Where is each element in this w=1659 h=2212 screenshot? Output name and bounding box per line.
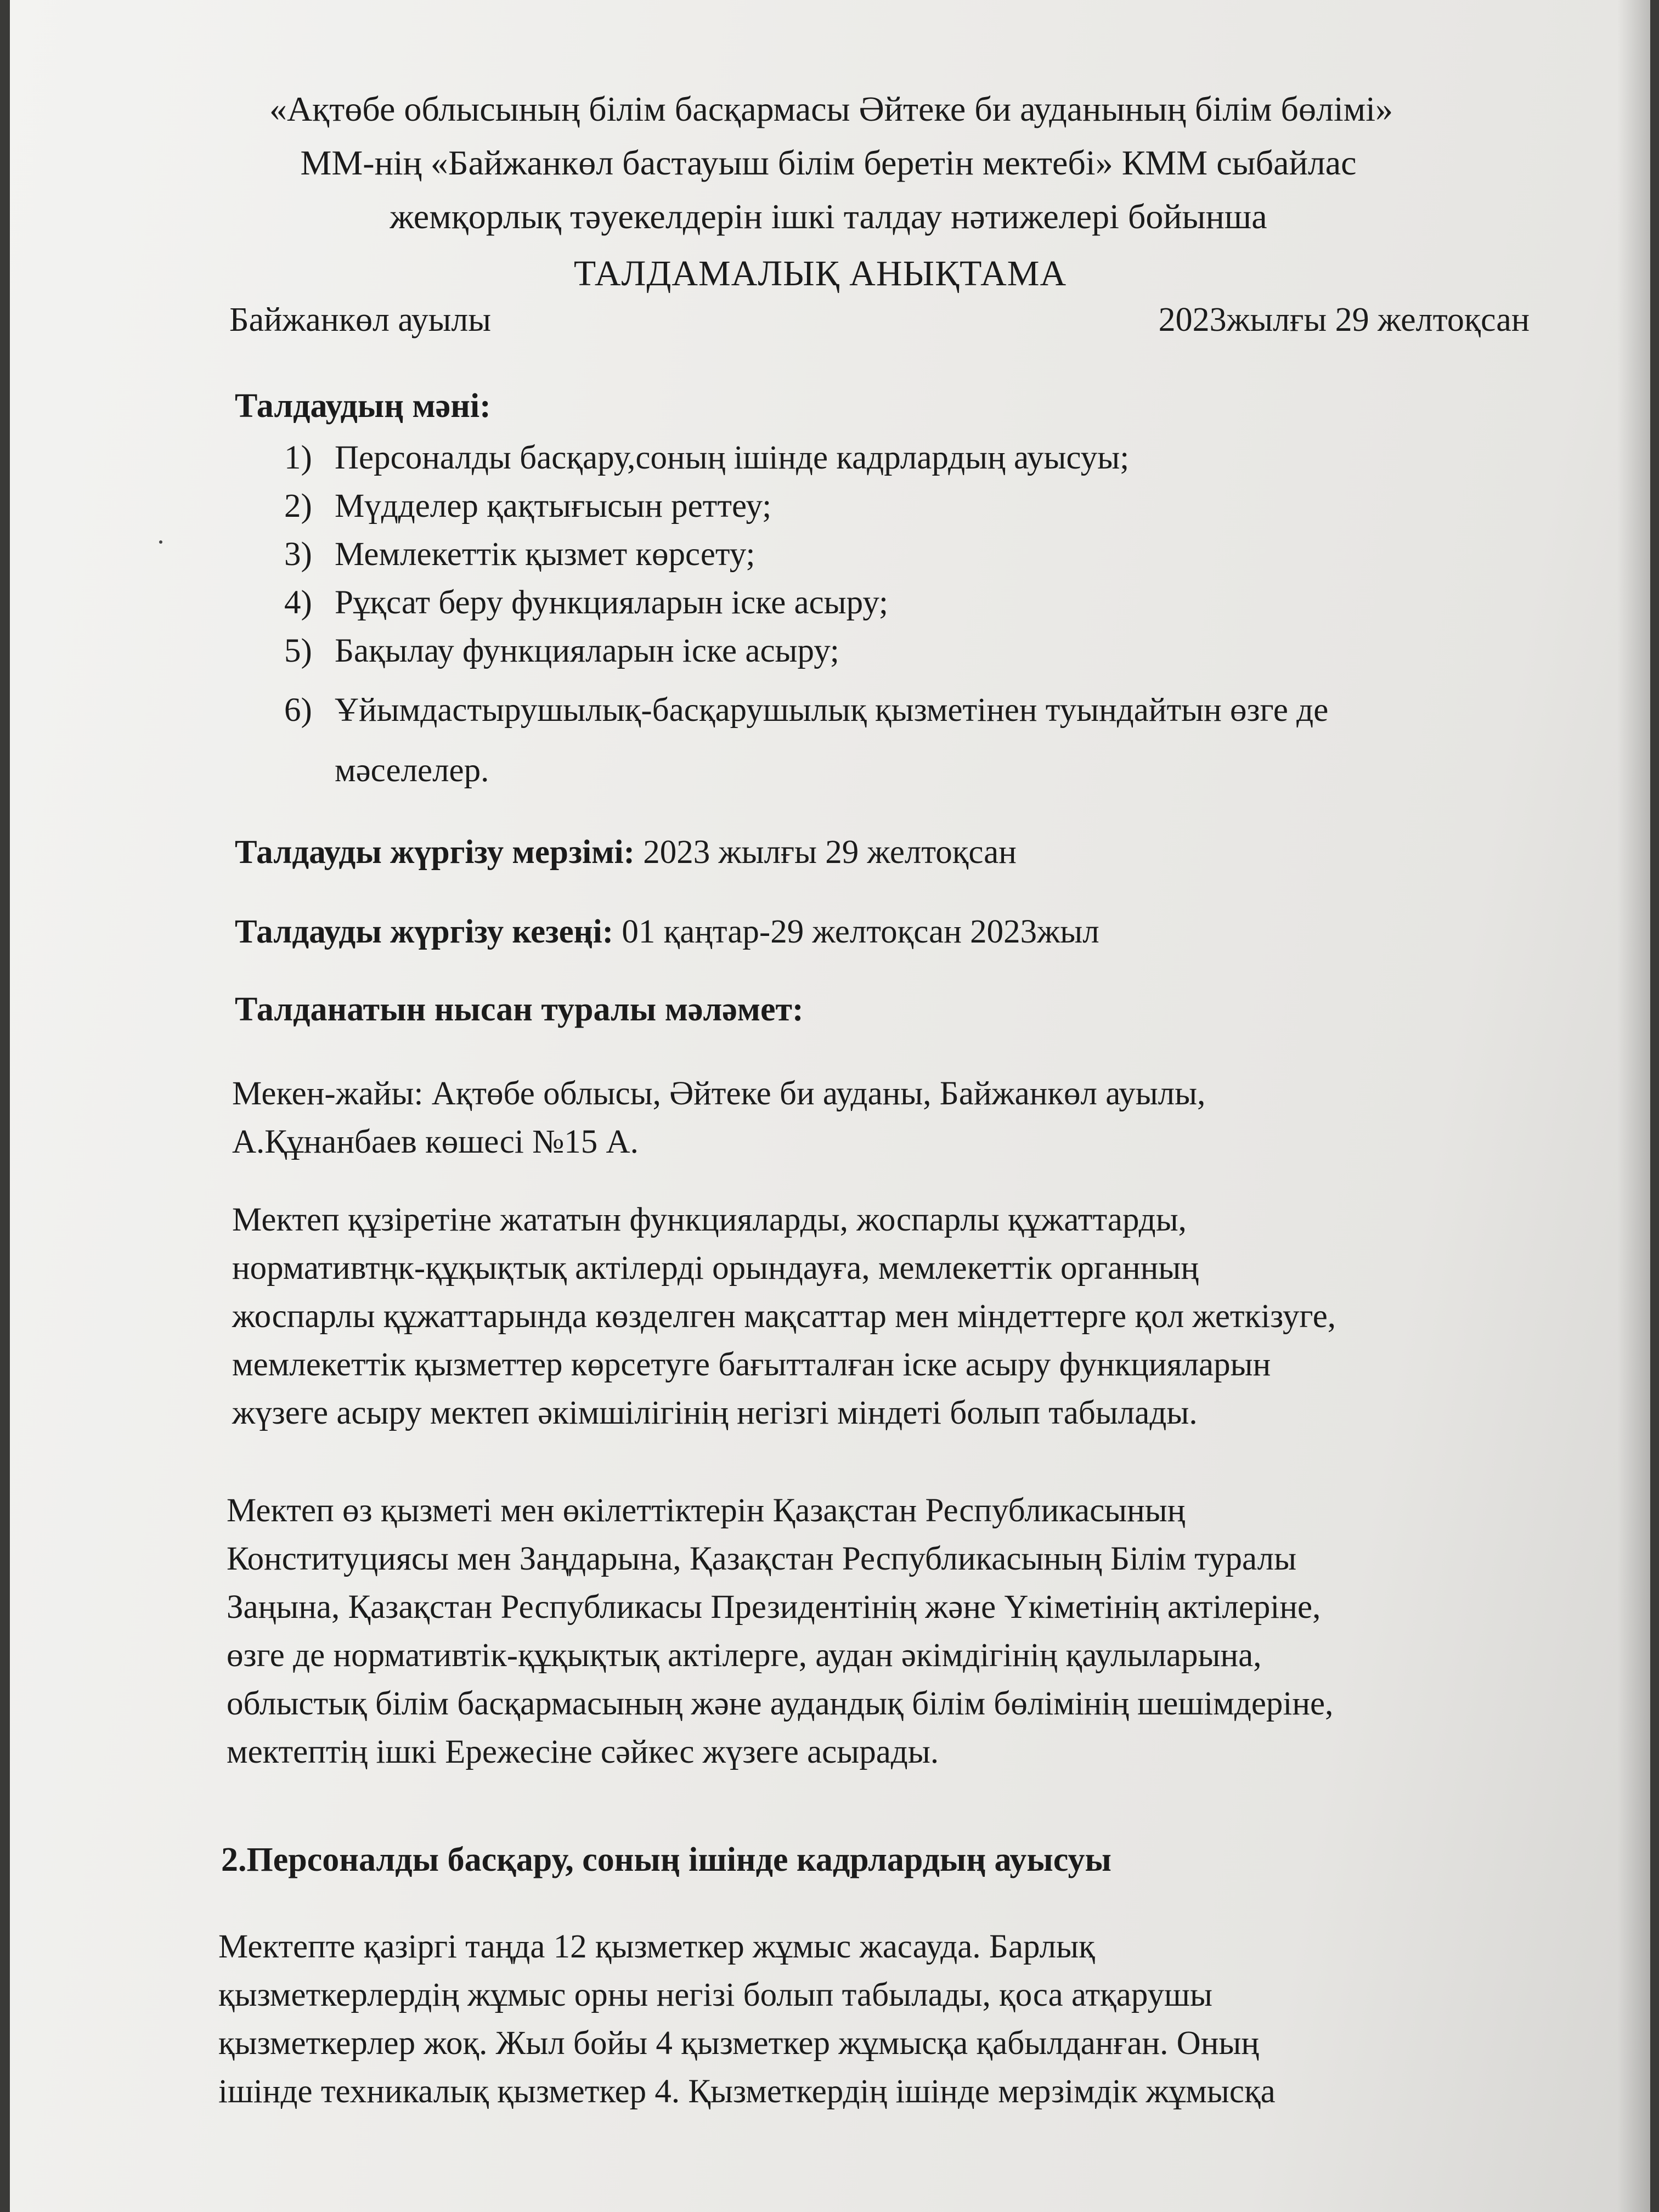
staff-paragraph: Мектепте қазіргі таңда 12 қызметкер жұмыс жасауда. Барлық қызметкерлердің жұмыс орны негізі болып табылады, қоса атқарушы қызметкерлер жоқ. Жыл бойы 4 қызметкер жұмысқа қабылданған. Оның ішінде техникалық қызметкер 4. Қызметкердің ішінде мерзімдік жұмысқа [218,1928,1276,2110]
term-label: Талдауды жүргізу мерзімі: [235,834,635,871]
period-value: 01 қаңтар-29 желтоқсан 2023жыл [613,913,1099,950]
header-line-3: жемқорлық тәуекелдерін ішкі талдау нәтижелері бойынша [390,197,1267,236]
document-page: «Ақтөбе облысының білім басқармасы Әйтеке би ауданының білім бөлімі» ММ-нің «Байжанкөл бастауыш білім беретін мектебі» КММ сыбайлас жемқорлық тәуекелдерін ішкі талдау нәтижелері бойынша ТАЛДАМАЛЫҚ АНЫҚТАМА Байжанкөл ауылы 2023жылғы 29 желтоқсан Талдаудың мәні: 1) Персоналды басқару,соның ішінде кадрлардың ауысуы; 2) Мүдделер қақтығысын реттеу; 3) Мемлекеттік қызмет көрсету; 4) Рұқсат беру функцияларын іске асыру; 5) Бақылау функцияларын іске асыру; 6) Ұйымдастырушылық-басқарушылық қызметінен туындайтын өзге де мәселелер. Талдауды жүргізу мерзімі: 2023 жылғы 29 желтоқсан Талдауды жүргізу кезеңі: 01 қаңтар-29 желтоқсан 2023жыл Талданатын нысан туралы мәләмет: Мекен-жайы: Ақтөбе облысы, Әйтеке би ауданы, Байжанкөл ауылы, А.Құнанбаев көшесі №15 А. Мектеп құзіретіне жататын функцияларды, жоспарлы құжаттарды, нормативтңк-құқықтық актілерді орындауға, мемлекеттік органның жоспарлы құжаттарында көзделген мақсаттар мен міндеттерге қол жеткізуге, мемлекеттік қызметтер көрсетуге бағытталған іске асыру функцияларын жүзеге асыру мектеп әкімшілігінің негізгі міндеті болып табылады. Мектеп өз қызметі мен өкілеттіктерін Қазақстан Республикасының Конституциясы мен Заңдарына, Қазақстан Республикасының Білім туралы Заңына, Қазақстан Республикасы Президентінің және Үкіметінің актілеріне, өзге де нормативтік-құқықтық актілерге, аудан әкімдігінің қаулыларына, облыстық білім басқармасының және аудандық білім бөлімінің шешімдеріне, мектептің ішкі Ережесіне сәйкес жүзеге асырады. 2.Персоналды басқару, соның ішінде кадрлардың ауысуы Мектепте қазіргі таңда 12 қызметкер жұмыс жасауда. Барлық қызметкерлердің жұмыс орны негізі болып табылады, қоса атқарушы қызметкерлер жоқ. Жыл бойы 4 қызметкер жұмысқа қабылданған. Оның ішінде техникалық қызметкер 4. Қызметкердің ішінде мерзімдік жұмысқа [10,0,1650,2212]
page-edge-shadow [1617,0,1650,2212]
section-2-heading: 2.Персоналды басқару, соның ішінде кадрлардың ауысуы [221,1841,1111,1878]
header-line-2: ММ-нің «Байжанкөл бастауыш білім беретін мектебі» КММ сыбайлас [300,143,1357,182]
subject-heading: Талдаудың мәні: [235,387,491,425]
object-info-heading: Талданатын нысан туралы мәләмет: [235,991,804,1028]
legal-basis-paragraph: Мектеп өз қызметі мен өкілеттіктерін Қазақстан Республикасының Конституциясы мен Заңдарына, Қазақстан Республикасының Білім туралы Заңына, Қазақстан Республикасы Президентінің және Үкіметінің актілеріне, өзге де нормативтік-құқықтық актілерге, аудан әкімдігінің қаулыларына, облыстық білім басқармасының және аудандық білім бөлімінің шешімдеріне, мектептің ішкі Ережесіне сәйкес жүзеге асырады. [227,1492,1334,1770]
document-date: 2023жылғы 29 желтоқсан [1158,301,1530,338]
document-header [10,82,1659,304]
analysis-term [235,828,1017,877]
header-line-1: «Ақтөбе облысының білім басқармасы Әйтеке би ауданының білім бөлімі» [269,89,1393,128]
paper-speck [159,540,162,544]
period-label: Талдауды жүргізу кезеңі: [235,913,614,950]
school-duties-paragraph: Мектеп құзіретіне жататын функцияларды, жоспарлы құжаттарды, нормативтңк-құқықтық актілерді орындауға, мемлекеттік органның жоспарлы құжаттарында көзделген мақсаттар мен міндеттерге қол жеткізуге, мемлекеттік қызметтер көрсетуге бағытталған іске асыру функцияларын жүзеге асыру мектеп әкімшілігінің негізгі міндеті болып табылады. [232,1201,1336,1431]
place-name: Байжанкөл ауылы [229,301,492,338]
list-item-continuation: мәселелер. [335,752,489,789]
document-title: ТАЛДАМАЛЫҚ АНЫҚТАМА [573,253,1067,294]
term-value: 2023 жылғы 29 желтоқсан [634,834,1017,871]
address-paragraph: Мекен-жайы: Ақтөбе облысы, Әйтеке би ауданы, Байжанкөл ауылы, А.Құнанбаев көшесі №15 А. [232,1075,1206,1160]
analysis-period [235,908,1099,956]
